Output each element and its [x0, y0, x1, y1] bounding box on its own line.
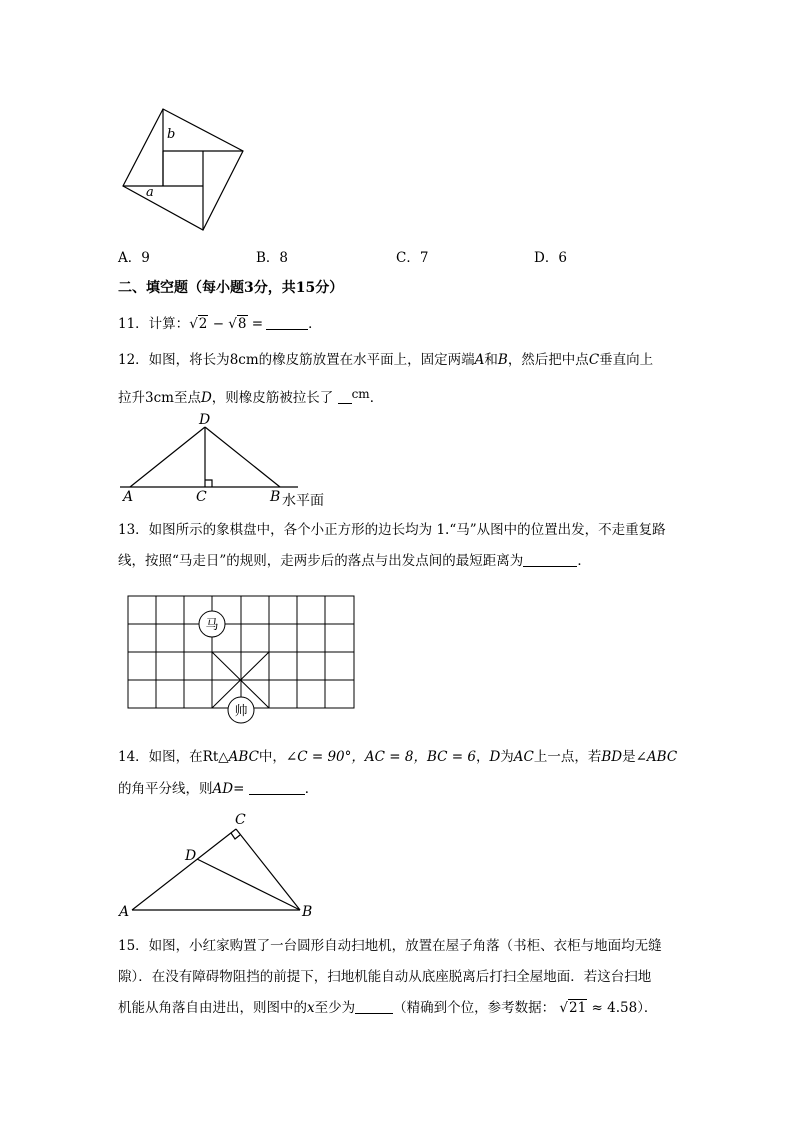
answer-blank-15[interactable]	[355, 1013, 393, 1014]
q12-height: 3cm	[145, 390, 174, 406]
q12-point-b: B	[497, 352, 508, 368]
q12-text-7: ，则橡皮筋被拉长了	[211, 390, 334, 406]
q14-angle-abc: ∠ABC	[635, 749, 678, 765]
fig12-surface: 水平面	[282, 493, 324, 509]
fig14-label-a: A	[119, 904, 130, 920]
segment-cb	[236, 829, 300, 910]
fig14-label-d: D	[185, 848, 197, 864]
q12-and: 和	[484, 352, 498, 368]
q14-text-2: 中，	[258, 749, 286, 765]
fig12-label-b: B	[270, 489, 281, 505]
q15-text-4: ）．	[637, 1000, 658, 1016]
q14-text-1: 14．如图，在Rt	[118, 749, 219, 765]
sqrt-2: √2	[189, 316, 208, 332]
segment-bd	[197, 859, 300, 910]
q11-end: ．	[308, 316, 322, 332]
q12-point-c: C	[588, 352, 600, 368]
q15-text-1: 机能从角落自由进出，则图中的	[118, 1000, 307, 1016]
q14-ac: AC = 8，	[364, 749, 427, 765]
q11-minus: −	[212, 316, 224, 332]
fig12-label-d: D	[199, 412, 211, 428]
q12-length: 8cm	[229, 352, 259, 368]
q12-text-5: 拉升	[118, 390, 145, 406]
q14-text-5: 是	[622, 749, 636, 765]
general-label: 帅	[234, 704, 248, 719]
label-a: a	[146, 185, 154, 200]
q12-point-d: D	[200, 390, 212, 406]
q14-angle-c: ∠C = 90°，	[285, 749, 365, 765]
fig12-label-c: C	[196, 489, 207, 505]
q12-text-3: ，然后把中点	[507, 352, 589, 368]
section-heading: 二、填空题（每小题3分，共15分）	[118, 280, 344, 296]
q14-bc: BC = 6	[426, 749, 476, 765]
q14-bd: BD	[601, 749, 623, 765]
q11-prefix: 11．计算：	[118, 316, 190, 332]
q14-eq: =	[233, 781, 245, 797]
right-angle-mark-c	[231, 833, 240, 839]
q14-ac-seg: AC	[513, 749, 534, 765]
q14-ad: AD	[212, 781, 234, 797]
segment-ac	[132, 829, 236, 910]
sqrt-8: √8	[228, 316, 247, 332]
q11-eq: =	[251, 316, 264, 332]
q15-x: x	[307, 1000, 315, 1016]
question-13-line1: 13．如图所示的象棋盘中，各个小正方形的边长均为 1.“马”从图中的位置出发，不走重复路	[118, 522, 666, 538]
question-15-line2: 隙）．在没有障碍物阻挡的前提下，扫地机能自动从底座脱离后打扫全屋地面．若这台扫地	[118, 969, 652, 985]
label-b: b	[167, 127, 176, 142]
q14-d: D	[489, 749, 501, 765]
fig12-label-a: A	[123, 489, 134, 505]
question-15-line1: 15．如图，小红家购置了一台圆形自动扫地机，放置在屋子角落（书柜、衣柜与地面均无缝	[118, 938, 662, 954]
q13-text: 线，按照“马走日”的规则，走两步后的落点与出发点间的最短距离为	[118, 553, 524, 569]
q15-text-3: （精确到个位，参考数据：	[393, 1000, 556, 1016]
q12-text-8: ．	[369, 390, 384, 406]
option-d: D．6	[534, 250, 567, 266]
sqrt-21: √21	[559, 1000, 587, 1016]
question-15-line3	[118, 998, 657, 1018]
q14-triangle-symbol: △	[218, 749, 229, 765]
q14-end: ．	[304, 781, 319, 797]
q12-text-4: 垂直向上	[599, 352, 654, 368]
q12-text-2: 的橡皮筋放置在水平面上，固定两端	[258, 352, 475, 368]
q14-text-4: 上一点，若	[533, 749, 602, 765]
option-a: A．9	[118, 250, 150, 266]
q14-abc: ABC	[228, 749, 259, 765]
option-c: C．7	[396, 250, 429, 266]
fig14-label-c: C	[235, 812, 246, 828]
q14-comma: ，	[475, 749, 490, 765]
option-b: B．8	[256, 250, 289, 266]
q14-text-6: 的角平分线，则	[118, 781, 213, 797]
q12-unit: cm	[351, 387, 370, 401]
q12-text-1: 12．如图，将长为	[118, 352, 230, 368]
q15-text-2: 至少为	[314, 1000, 356, 1016]
q13-end: ．	[577, 553, 591, 569]
fig14-label-b: B	[302, 904, 313, 920]
q12-text-6: 至点	[173, 390, 201, 406]
q14-text-3: 为	[500, 749, 514, 765]
horse-label: 马	[205, 618, 219, 633]
q15-approx: ≈ 4.58	[591, 1000, 638, 1016]
q12-point-a: A	[474, 352, 485, 368]
